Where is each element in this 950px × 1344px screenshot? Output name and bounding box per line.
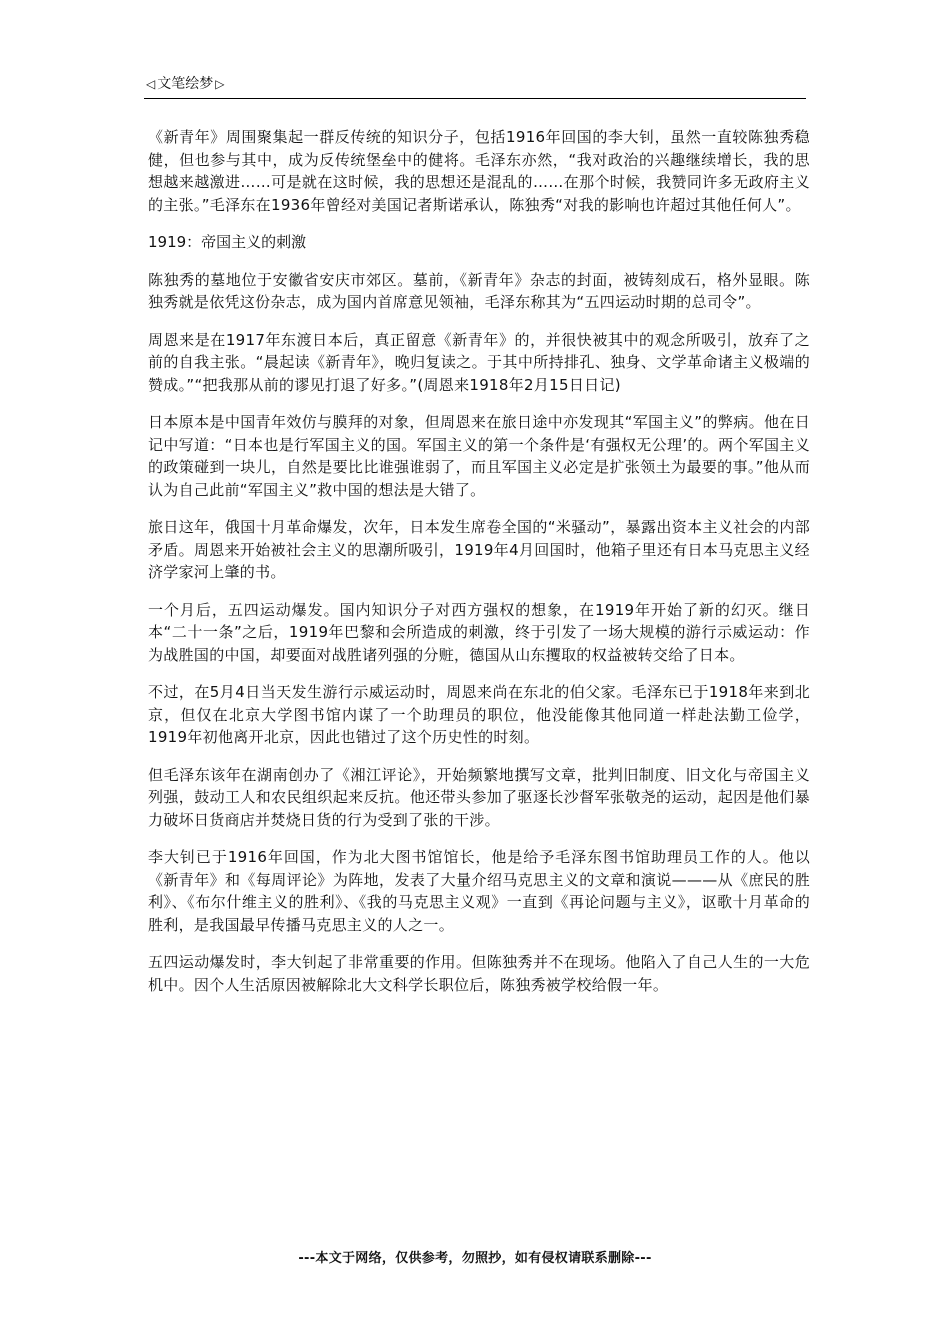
paragraph: 旅日这年，俄国十月革命爆发，次年，日本发生席卷全国的“米骚动”，暴露出资本主义社会的内部矛盾。周恩来开始被社会主义的思潮所吸引，1919年4月回国时，他箱子里还有日本马克思主义经济学家河上肇的书。 — [148, 518, 810, 581]
paragraph: 但毛泽东该年在湖南创办了《湘江评论》，开始频繁地撰写文章，批判旧制度、旧文化与帝国主义列强，鼓动工人和农民组织起来反抗。他还带头参加了驱逐长沙督军张敬尧的运动，起因是他们暴力破坏日货商店并焚烧日货的行为受到了张的干涉。 — [148, 765, 810, 829]
brand-name: 文笔绘梦 — [157, 76, 214, 92]
brand-logo — [144, 74, 226, 94]
page-header — [144, 74, 806, 99]
section-heading: 1919：帝国主义的刺激 — [148, 233, 307, 251]
paragraph: 李大钊已于1916年回国，作为北大图书馆馆长，他是给予毛泽东图书馆助理员工作的人。他以《新青年》和《每周评论》为阵地，发表了大量介绍马克思主义的文章和演说———从《庶民的胜利》、《布尔什维主义的胜利》、《我的马克思主义观》一直到《再论问题与主义》，讴歌十月革命的胜利，是我国最早传播马克思主义的人之一。 — [148, 848, 810, 934]
paragraph: 一个月后，五四运动爆发。国内知识分子对西方强权的想象，在1919年开始了新的幻灭。继日本“二十一条”之后，1919年巴黎和会所造成的刺激，终于引发了一场大规模的游行示威运动：作为战胜国的中国，却要面对战胜诸列强的分赃，德国从山东攫取的权益被转交给了日本。 — [148, 600, 810, 664]
page-footer: ---本文于网络，仅供参考，勿照抄，如有侵权请联系删除--- — [298, 1251, 652, 1266]
paragraph: 日本原本是中国青年效仿与膜拜的对象，但周恩来在旅日途中亦发现其“军国主义”的弊病。他在日记中写道：“日本也是行军国主义的国。军国主义的第一个条件是‘有强权无公理’的。两个军国主义的政策碰到一块儿，自然是要比比谁强谁弱了，而且军国主义必定是扩张领土为最要的事。”他从而认为自己此前“军国主义”救中国的想法是大错了。 — [148, 413, 810, 499]
article-body — [148, 126, 810, 1011]
paragraph: 陈独秀的墓地位于安徽省安庆市郊区。墓前，《新青年》杂志的封面，被铸刻成石，格外显眼。陈独秀就是依凭这份杂志，成为国内首席意见领袖，毛泽东称其为“五四运动时期的总司令”。 — [148, 270, 810, 311]
paragraph: 不过，在5月4日当天发生游行示威运动时，周恩来尚在东北的伯父家。毛泽东已于1918年来到北京，但仅在北京大学图书馆内谋了一个助理员的职位，他没能像其他同道一样赴法勤工俭学，1919年初他离开北京，因此也错过了这个历史性的时刻。 — [148, 683, 810, 746]
paragraph: 周恩来是在1917年东渡日本后，真正留意《新青年》的，并很快被其中的观念所吸引，放弃了之前的自我主张。“晨起读《新青年》，晚归复读之。于其中所持排孔、独身、文学革命诸主义极端的赞成。”“把我那从前的谬见打退了好多。”(周恩来1918年2月15日日记) — [148, 330, 810, 394]
triangle-left-icon: ◁ — [146, 77, 156, 91]
triangle-right-icon: ▷ — [215, 77, 225, 91]
paragraph: 五四运动爆发时，李大钊起了非常重要的作用。但陈独秀并不在现场。他陷入了自己人生的一大危机中。因个人生活原因被解除北大文科学长职位后，陈独秀被学校给假一年。 — [148, 953, 810, 994]
paragraph: 《新青年》周围聚集起一群反传统的知识分子，包括1916年回国的李大钊，虽然一直较陈独秀稳健，但也参与其中，成为反传统堡垒中的健将。毛泽东亦然，“我对政治的兴趣继续增长，我的思想越来越激进……可是就在这时候，我的思想还是混乱的……在那个时候，我赞同许多无政府主义的主张。”毛泽东在1936年曾经对美国记者斯诺承认，陈独秀“对我的影响也许超过其他任何人”。 — [148, 128, 810, 214]
